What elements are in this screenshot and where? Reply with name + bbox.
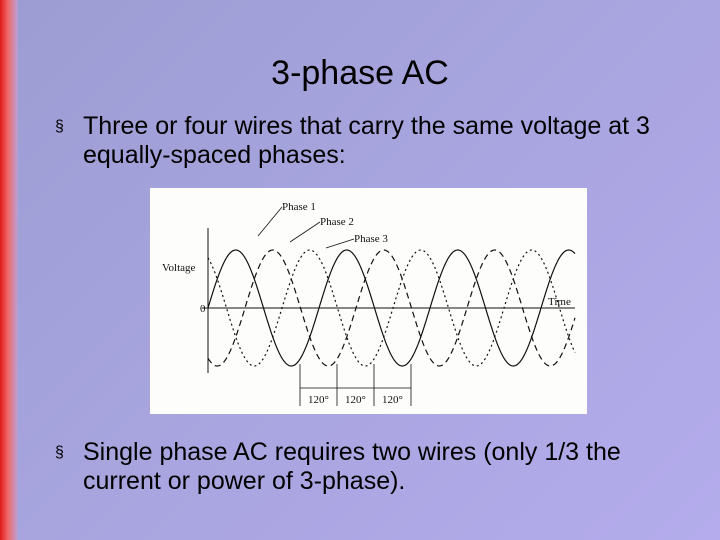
angle-label-2: 120° xyxy=(345,394,366,406)
voltage-axis-label: Voltage xyxy=(162,262,196,274)
slide-title: 3-phase AC xyxy=(271,54,449,92)
angle-label-3: 120° xyxy=(382,394,403,406)
bullet-item xyxy=(55,112,705,170)
bullet-text: Single phase AC requires two wires (only 1/3 the current or power of 3-phase). xyxy=(83,438,621,495)
bullet-marker-icon: § xyxy=(55,118,64,135)
phase-2-arrow xyxy=(290,222,320,242)
waveform-svg xyxy=(150,188,587,414)
phase-1-label: Phase 1 xyxy=(282,201,316,213)
phase-3-arrow xyxy=(326,239,354,248)
origin-label: 0 xyxy=(200,303,206,315)
angle-label-1: 120° xyxy=(308,394,329,406)
phase-3-label: Phase 3 xyxy=(354,233,388,245)
phase-2-label: Phase 2 xyxy=(320,216,354,228)
bullet-item xyxy=(55,438,705,496)
phase-1-arrow xyxy=(258,207,282,236)
time-axis-label: Time xyxy=(548,296,571,308)
three-phase-waveform-figure xyxy=(150,188,587,414)
bullet-marker-icon: § xyxy=(55,444,64,461)
bullet-text: Three or four wires that carry the same voltage at 3 equally-spaced phases: xyxy=(83,112,650,169)
